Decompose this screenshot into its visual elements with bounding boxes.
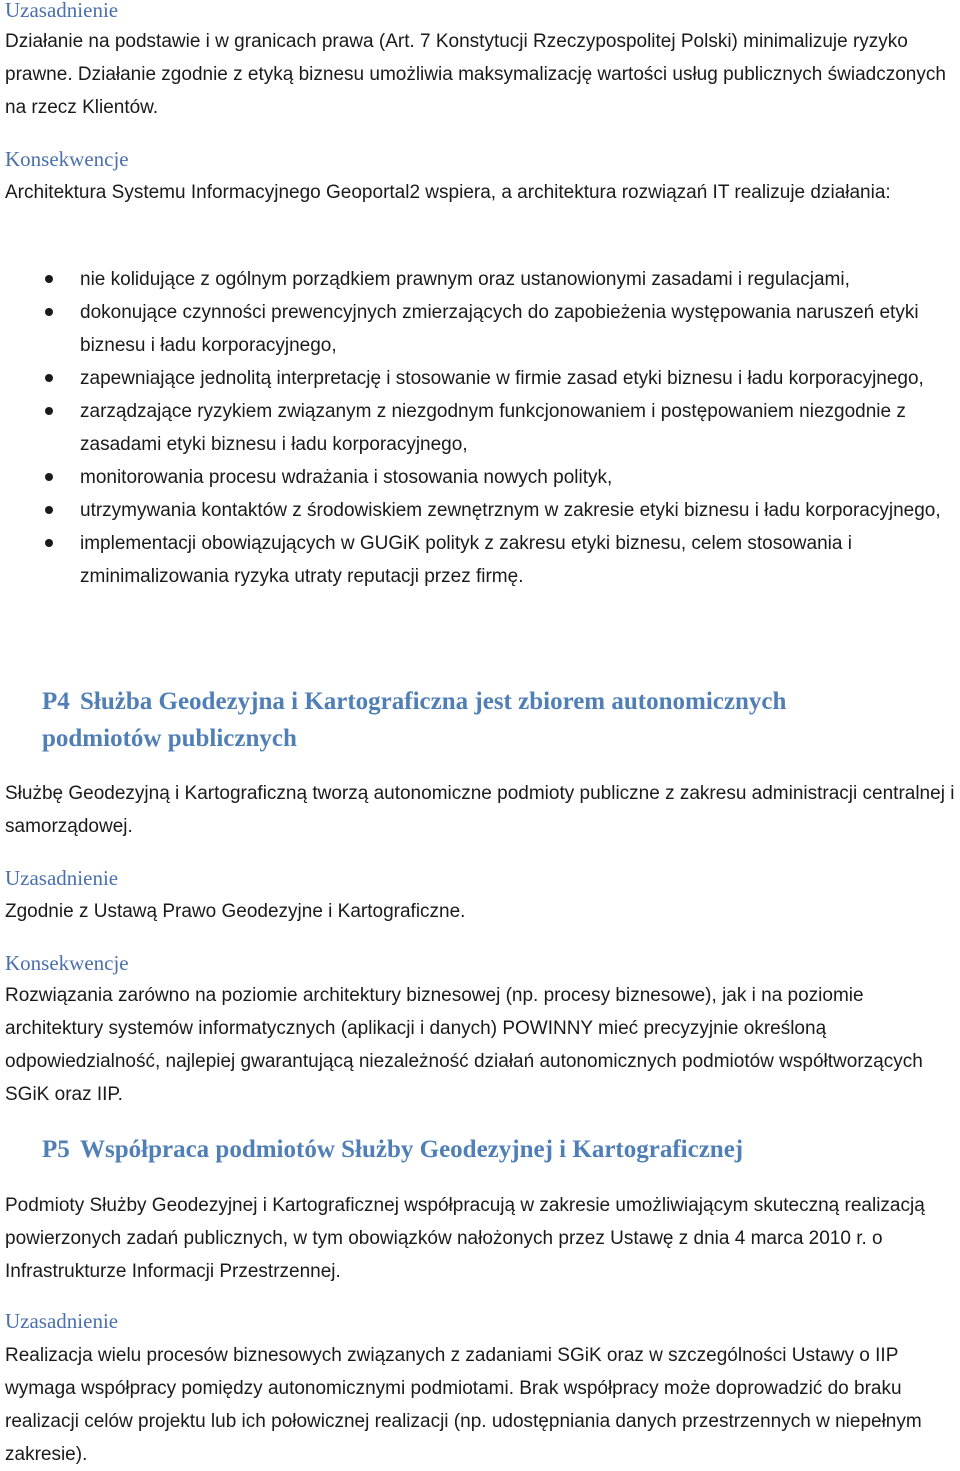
bullet-icon: [45, 275, 53, 283]
p5-paragraph: Podmioty Służby Geodezyjnej i Kartograficznej współpracują w zakresie umożliwiającym skuteczną realizacją powierzonych zadań publicznych, w tym obowiązków nałożonych przez Ustawę z dnia 4 marca 2010 r. o Infrastrukturze Informacji Przestrzennej.: [5, 1195, 925, 1282]
bullet-icon: [45, 539, 53, 547]
list-item-text: zapewniające jednolitą interpretację i stosowanie w firmie zasad etyki biznesu i ładu korporacyjnego,: [80, 368, 924, 389]
section-label-uzasadnienie: Uzasadnienie: [5, 1309, 119, 1333]
heading-p5: [5, 1131, 960, 1168]
heading-p4: [5, 683, 960, 757]
heading-number: P4: [42, 688, 70, 715]
list-item-text: zarządzające ryzykiem związanym z niezgodnym funkcjonowaniem i postępowaniem niezgodnie z zasadami etyki biznesu i ładu korporacyjnego,: [80, 401, 906, 455]
bullet-icon: [45, 473, 53, 481]
bullet-icon: [45, 308, 53, 316]
list-item-text: nie kolidujące z ogólnym porządkiem prawnym oraz ustanowionymi zasadami i regulacjami,: [80, 269, 850, 290]
konsekwencje-paragraph: Architektura Systemu Informacyjnego Geoportal2 wspiera, a architektura rozwiązań IT realizuje działania:: [5, 182, 891, 203]
heading-number: P5: [42, 1136, 70, 1163]
list-item-text: implementacji obowiązujących w GUGiK polityk z zakresu etyki biznesu, celem stosowania i zminimalizowania ryzyka utraty reputacji przez firmę.: [80, 533, 852, 587]
section-label-uzasadnienie: Uzasadnienie: [5, 866, 119, 890]
consequences-list: [5, 263, 960, 593]
p5-uzasadnienie-paragraph: Realizacja wielu procesów biznesowych związanych z zadaniami SGiK oraz w szczególności Ustawy o IIP wymaga współpracy pomiędzy autonomicznymi podmiotami. Brak współpracy może doprowadzić do braku realizacji celów projektu lub ich połowicznej realizacji (np. udostępniania danych przestrzennych w niepełnym zakresie).: [5, 1345, 922, 1465]
bullet-icon: [45, 407, 53, 415]
p4-paragraph: Służbę Geodezyjną i Kartograficzną tworzą autonomiczne podmioty publiczne z zakresu administracji centralnej i samorządowej.: [5, 783, 955, 837]
p4-konsekwencje-paragraph: Rozwiązania zarówno na poziomie architektury biznesowej (np. procesy biznesowe), jak i na poziomie architektury systemów informatycznych (aplikacji i danych) POWINNY mieć precyzyjnie określoną odpowiedzialność, najlepiej gwarantującą niezależność działań autonomicznych podmiotów współtworzących SGiK oraz IIP.: [5, 985, 923, 1105]
list-item: [5, 362, 960, 395]
section-label-konsekwencje: Konsekwencje: [5, 147, 129, 171]
section-label-konsekwencje: Konsekwencje: [5, 951, 129, 975]
list-item-text: utrzymywania kontaktów z środowiskiem zewnętrznym w zakresie etyki biznesu i ładu korporacyjnego,: [80, 500, 941, 521]
bullet-icon: [45, 506, 53, 514]
bullet-icon: [45, 374, 53, 382]
list-item-text: dokonujące czynności prewencyjnych zmierzających do zapobieżenia występowania naruszeń etyki biznesu i ładu korporacyjnego,: [80, 302, 919, 356]
list-item: [5, 395, 960, 461]
list-item: [5, 461, 960, 494]
list-item: [5, 296, 960, 362]
list-item: [5, 494, 960, 527]
heading-title: Współpraca podmiotów Służby Geodezyjnej i Kartograficznej: [80, 1136, 744, 1163]
heading-title: Służba Geodezyjna i Kartograficzna jest zbiorem autonomicznych podmiotów publicznych: [42, 688, 787, 752]
list-item-text: monitorowania procesu wdrażania i stosowania nowych polityk,: [80, 467, 613, 488]
list-item: [5, 263, 960, 296]
list-item: [5, 527, 960, 593]
p4-uzasadnienie-paragraph: Zgodnie z Ustawą Prawo Geodezyjne i Kartograficzne.: [5, 901, 466, 922]
uzasadnienie-paragraph: Działanie na podstawie i w granicach prawa (Art. 7 Konstytucji Rzeczypospolitej Polski) minimalizuje ryzyko prawne. Działanie zgodnie z etyką biznesu umożliwia maksymalizację wartości usług publicznych świadczonych na rzecz Klientów.: [5, 31, 946, 118]
section-label-uzasadnienie: Uzasadnienie: [5, 0, 119, 22]
